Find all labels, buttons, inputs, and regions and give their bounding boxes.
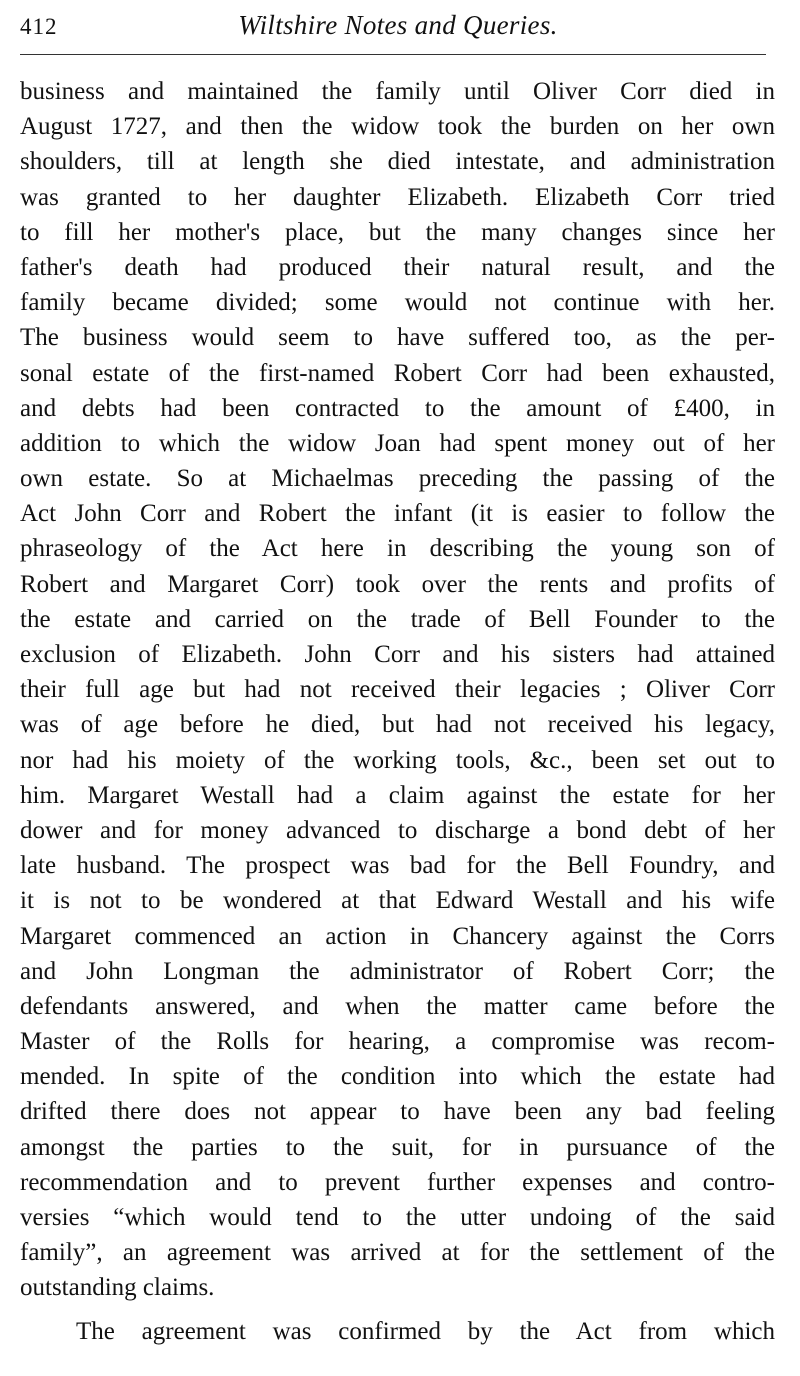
text-line: phraseology of the Act here in describing the young son of [20,535,775,563]
paragraph-2 [20,1314,775,1349]
text-line: late husband. The prospect was bad for the Bell Foundry, and [20,852,775,880]
text-line: dower and for money advanced to discharge a bond debt of her [20,816,775,844]
page-number: 412 [20,14,58,39]
text-line: father's death had produced their natural result, and the [20,253,775,281]
paragraph-1 [20,74,775,1306]
text-line: The agreement was confirmed by the Act from which [76,1317,775,1345]
text-line: defendants answered, and when the matter came before the [20,992,775,1020]
text-line: and debts had been contracted to the amount of £400, in [20,394,775,422]
text-line: own estate. So at Michaelmas preceding the passing of the [20,465,775,493]
text-line: it is not to be wondered at that Edward Westall and his wife [20,887,775,915]
text-line: and John Longman the administrator of Robert Corr; the [20,957,775,985]
text-line: nor had his moiety of the working tools, &c., been set out to [20,746,775,774]
text-line: shoulders, till at length she died intestate, and administration [20,148,775,176]
text-line: was of age before he died, but had not received his legacy, [20,711,775,739]
text-line: exclusion of Elizabeth. John Corr and his sisters had attained [20,641,775,668]
text-line: family”, an agreement was arrived at for the settlement of the [20,1239,775,1267]
text-line: business and maintained the family until Oliver Corr died in [20,78,775,105]
running-title: Wiltshire Notes and Queries. [238,10,558,40]
text-line: recommendation and to prevent further expenses and contro- [20,1168,775,1196]
text-line: versies “which would tend to the utter undoing of the said [20,1204,775,1231]
text-line: to fill her mother's place, but the many changes since her [20,218,775,246]
text-line: addition to which the widow Joan had spent money out of her [20,429,775,457]
text-line: August 1727, and then the widow took the burden on her own [20,113,775,141]
text-line: family became divided; some would not continue with her. [20,289,775,317]
body-text [20,74,775,1349]
text-line: amongst the parties to the suit, for in pursuance of the [20,1133,775,1161]
text-line: The business would seem to have suffered too, as the per- [20,324,775,352]
text-line: Robert and Margaret Corr) took over the rents and profits of [20,570,775,598]
page-header [20,8,776,48]
text-line: mended. In spite of the condition into which the estate had [20,1063,775,1091]
header-rule [20,54,766,55]
text-line: him. Margaret Westall had a claim against the estate for her [20,781,775,809]
text-line: sonal estate of the first-named Robert Corr had been exhausted, [20,359,775,387]
text-line: Margaret commenced an action in Chancery against the Corrs [20,922,775,950]
text-line: Act John Corr and Robert the infant (it is easier to follow the [20,500,775,528]
text-line: was granted to her daughter Elizabeth. Elizabeth Corr tried [20,183,775,211]
text-line: their full age but had not received their legacies ; Oliver Corr [20,676,775,704]
text-line: drifted there does not appear to have been any bad feeling [20,1098,775,1126]
text-line: the estate and carried on the trade of Bell Founder to the [20,605,775,633]
text-line: outstanding claims. [20,1274,215,1302]
text-line: Master of the Rolls for hearing, a compromise was recom- [20,1028,775,1056]
